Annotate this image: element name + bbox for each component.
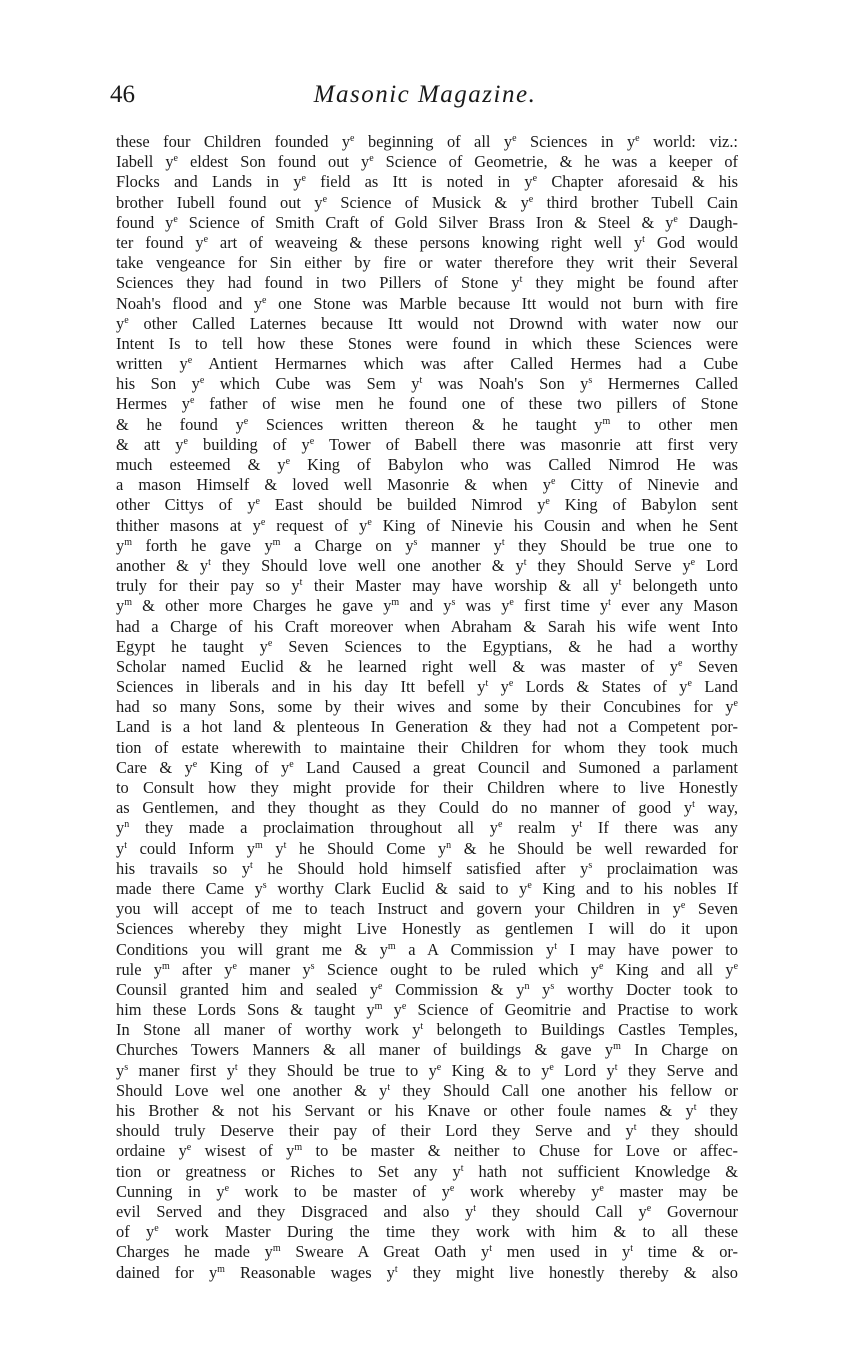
superscript: e [646,1202,652,1214]
text-line: his travails so $y^t$ he Should hold himself satisfied after $y^s$ proclaimation was [116,858,738,878]
text-line: Flocks and Lands in $y^e$ field as Itt is noted in $y^e$ Chapter aforesaid & his [116,172,738,192]
text-line: had so many Sons, some by their wives and some by their Concubines for $y^e$ [116,697,738,717]
superscript: t [489,1243,492,1255]
text-line: In Stone all maner of worthy work $y^t$ belongeth to Buildings Castles Temples, [116,1020,738,1040]
superscript: e [285,456,291,467]
superscript: e [549,1061,554,1073]
superscript: e [186,1142,192,1154]
superscript: m [374,1001,383,1013]
text-line: $y^s$ maner first $y^t$ they Should be true to $y^e$ King & to $y^e$ Lord $y^t$ they Serve and [116,1060,738,1080]
text-line: brother Iubell found out $y^e$ Science of Musick & $y^e$ third brother Tubell Cain [116,192,738,212]
superscript: m [124,536,132,548]
superscript: e [401,1001,407,1013]
superscript: t [523,556,527,568]
text-line: ter found $y^e$ art of weaveing & these persons knowing right well $y^t$ God would [116,232,738,252]
superscript: m [255,839,263,851]
text-line: dained for $y^m$ Reasonable wages $y^t$ they might live honestly thereby & also [116,1262,738,1282]
superscript: t [519,274,523,286]
superscript: n [124,819,130,831]
superscript: e [449,1182,455,1194]
text-line: Should Love wel one another & $y^t$ they Should Call one another his fellow or [116,1080,738,1100]
superscript: t [124,839,127,851]
text-line: these four Children founded $y^e$ beginning of all $y^e$ Sciences in $y^e$ world: viz.: [116,132,738,151]
superscript: s [262,879,267,891]
superscript: t [420,1021,424,1033]
text-line: Sciences they had found in two Pillers of Stone $y^t$ they might be found after [116,273,738,293]
superscript: t [460,1162,464,1174]
text-line: Egypt he taught $y^e$ Seven Sciences to the Egyptians, & he had a worthy [116,636,738,656]
superscript: e [187,355,193,367]
superscript: t [630,1243,634,1255]
superscript: m [602,415,611,427]
text-line: made there Came $y^s$ worthy Clark Euclid & said to $y^e$ King and to his nobles If [116,878,738,898]
superscript: e [378,980,383,992]
superscript: e [243,415,249,427]
superscript: e [733,698,738,710]
superscript: e [232,960,237,972]
superscript: n [446,839,452,851]
text-line: $y^n$ they made a proclaimation throughout all $y^e$ realm $y^t$ If there was any [116,818,738,838]
superscript: s [310,960,315,972]
superscript: e [183,435,188,447]
text-line: $y^e$ other Called Laternes because Itt would not Drownd with water now our [116,313,738,333]
superscript: t [234,1061,238,1073]
superscript: m [387,940,396,952]
superscript: e [598,960,604,972]
superscript: e [260,516,266,528]
text-line: Sciences in liberals and in his day Itt befell $y^t$ $y^e$ Lords & States of $y^e$ Land [116,677,738,697]
superscript: t [250,859,253,871]
superscript: t [299,577,303,589]
text-line: Intent Is to tell how these Stones were found in which these Sciences were [116,333,738,353]
superscript: e [550,476,556,488]
text-line: tion or greatness or Riches to Set any $y^t$ hath not sufficient Knowledge & [116,1161,738,1181]
superscript: e [224,1182,230,1194]
text-line: had a Charge of his Craft moreover when Abraham & Sarah his wife went Into [116,616,738,636]
superscript: e [532,173,538,185]
superscript: e [255,496,260,508]
superscript: e [599,1182,604,1194]
superscript: e [350,133,355,144]
superscript: e [687,678,692,690]
superscript: m [294,1142,303,1154]
text-line: written $y^e$ Antient Hermarnes which was after Called Hermes had a Cube [116,354,738,374]
superscript: e [199,375,205,387]
superscript: e [512,133,517,144]
superscript: e [173,153,178,165]
superscript: t [208,556,211,568]
text-line: him these Lords Sons & taught $y^m$ $y^e$ Science of Geomitrie and Practise to work [116,1000,738,1020]
text-line: $y^m$ forth he gave $y^m$ a Charge on $y^s$ manner $y^t$ they Should be true one to [116,535,738,555]
superscript: e [173,213,178,225]
text-line: found $y^e$ Science of Smith Craft of Gold Silver Brass Iron & Steel & $y^e$ Daugh- [116,212,738,232]
superscript: m [272,1243,281,1255]
superscript: e [124,314,129,326]
superscript: e [635,133,640,144]
superscript: s [550,980,555,992]
superscript: s [451,597,456,609]
text-line: Cunning in $y^e$ work to be master of $y^e$ work whereby $y^e$ master may be [116,1181,738,1201]
text-line: Care & $y^e$ King of $y^e$ Land Caused a great Council and Sumoned a parlament [116,757,738,777]
superscript: t [554,940,557,952]
page-header [110,78,740,112]
text-line: Charges he made $y^m$ Sweare A Great Oath $y^t$ men used in $y^t$ time & or- [116,1242,738,1262]
superscript: t [692,799,695,811]
superscript: t [419,375,423,387]
superscript: t [387,1081,391,1093]
superscript: t [394,1263,398,1275]
superscript: e [508,678,514,690]
superscript: t [608,597,611,609]
superscript: m [124,597,132,609]
superscript: m [613,1041,621,1053]
superscript: e [680,900,686,912]
running-title: Masonic Magazine. [313,81,537,108]
text-line: Conditions you will grant me & $y^m$ a A Commission $y^t$ I may have power to [116,939,738,959]
superscript: e [192,758,198,770]
text-line: his Brother & not his Servant or his Knave or other foule names & $y^t$ they [116,1101,738,1120]
superscript: e [509,597,514,609]
superscript: e [203,233,209,245]
superscript: t [614,1061,618,1073]
superscript: e [367,516,372,528]
superscript: t [473,1202,477,1214]
text-line: other Cittys of $y^e$ East should be builded Nimrod $y^e$ King of Babylon sent [116,495,738,515]
superscript: s [124,1061,129,1073]
superscript: e [322,193,328,205]
superscript: t [485,678,489,690]
text-line: Land is a hot land & plenteous In Generation & they had not a Competent por- [116,717,738,737]
superscript: e [690,556,696,568]
text-line: $y^t$ could Inform $y^m$ $y^t$ he Should Come $y^n$ & he Should be well rewarded for [116,838,738,858]
text-line: Counsil granted him and sealed $y^e$ Commission & $y^n$ $y^s$ worthy Docter took to [116,979,738,999]
text-line: should truly Deserve their pay of their Lord they Serve and $y^t$ they should [116,1121,738,1141]
superscript: e [262,294,267,306]
text-line: take vengeance for Sin either by fire or water therefore they writ their Several [116,253,738,273]
superscript: m [217,1263,225,1275]
superscript: e [189,395,195,407]
text-line: another & $y^t$ they Should love well one another & $y^t$ they Should Serve $y^e$ Lord [116,555,738,575]
superscript: m [272,536,281,548]
text-line: Iabell $y^e$ eldest Son found out $y^e$ Science of Geometrie, & he was a keeper of [116,152,738,172]
superscript: t [283,839,287,851]
superscript: e [289,758,294,770]
text-line: to Consult how they might provide for their Children where to live Honestly [116,778,738,797]
superscript: m [391,597,400,609]
text-line: & att $y^e$ building of $y^e$ Tower of Babell there was masonrie att first very [116,434,738,454]
superscript: t [501,536,505,548]
text-line: ordaine $y^e$ wisest of $y^m$ to be master & neither to Chuse for Love or affec- [116,1141,738,1161]
superscript: t [642,233,645,245]
superscript: e [528,193,534,205]
superscript: e [309,435,315,447]
text-line: thither masons at $y^e$ request of $y^e$ King of Ninevie his Cousin and when he Sent [116,515,738,535]
superscript: m [161,960,170,972]
text-line: & he found $y^e$ Sciences written thereon & he taught $y^m$ to other men [116,414,738,434]
superscript: e [154,1223,159,1235]
text-line: Churches Towers Manners & all maner of buildings & gave $y^m$ In Charge on [116,1040,738,1060]
text-line: rule $y^m$ after $y^e$ maner $y^s$ Science ought to be ruled which $y^e$ King and all $y^e$ [116,959,738,979]
superscript: t [633,1122,637,1134]
text-line: as Gentlemen, and they thought as they Could do no manner of good $y^t$ way, [116,798,738,818]
superscript: e [497,819,503,831]
superscript: e [436,1061,442,1073]
superscript: s [588,859,593,871]
superscript: n [524,980,530,992]
text-line: Sciences whereby they might Live Honestly as gentlemen I will do it upon [116,919,738,939]
superscript: e [545,496,550,508]
text-line: a mason Himself & loved well Masonrie & when $y^e$ Citty of Ninevie and [116,475,738,495]
superscript: e [733,960,738,972]
superscript: s [413,536,418,548]
superscript: e [677,657,683,669]
body-text [116,132,738,1283]
text-line: tion of estate wherewith to maintaine their Children for whom they took much [116,737,738,757]
text-line: truly for their pay so $y^t$ their Master may have worship & all $y^t$ belongeth unto [116,576,738,596]
superscript: t [618,577,622,589]
superscript: s [588,375,593,387]
text-line: evil Served and they Disgraced and also $y^t$ they should Call $y^e$ Governour [116,1201,738,1221]
page-number: 46 [110,81,135,108]
text-line: Scholar named Euclid & he learned right well & was master of $y^e$ Seven [116,656,738,676]
superscript: e [673,213,678,225]
text-line: Noah's flood and $y^e$ one Stone was Marble because Itt would not burn with fire [116,293,738,313]
superscript: e [267,637,273,649]
text-line: $y^m$ & other more Charges he gave $y^m$ and $y^s$ was $y^e$ first time $y^t$ ever any Mason [116,596,738,616]
superscript: e [527,879,532,891]
superscript: e [301,173,306,185]
text-line: you will accept of me to teach Instruct and govern your Children in $y^e$ Seven [116,899,738,919]
text-line: his Son $y^e$ which Cube was Sem $y^t$ was Noah's Son $y^s$ Hermernes Called [116,374,738,394]
superscript: t [579,819,583,831]
text-line: of $y^e$ work Master During the time they work with him & to all these [116,1222,738,1242]
superscript: e [369,153,374,165]
text-line: much esteemed & $y^e$ King of Babylon who was Called Nimrod He was [116,455,738,474]
superscript: t [693,1102,697,1113]
text-line: Hermes $y^e$ father of wise men he found one of these two pillers of Stone [116,394,738,414]
